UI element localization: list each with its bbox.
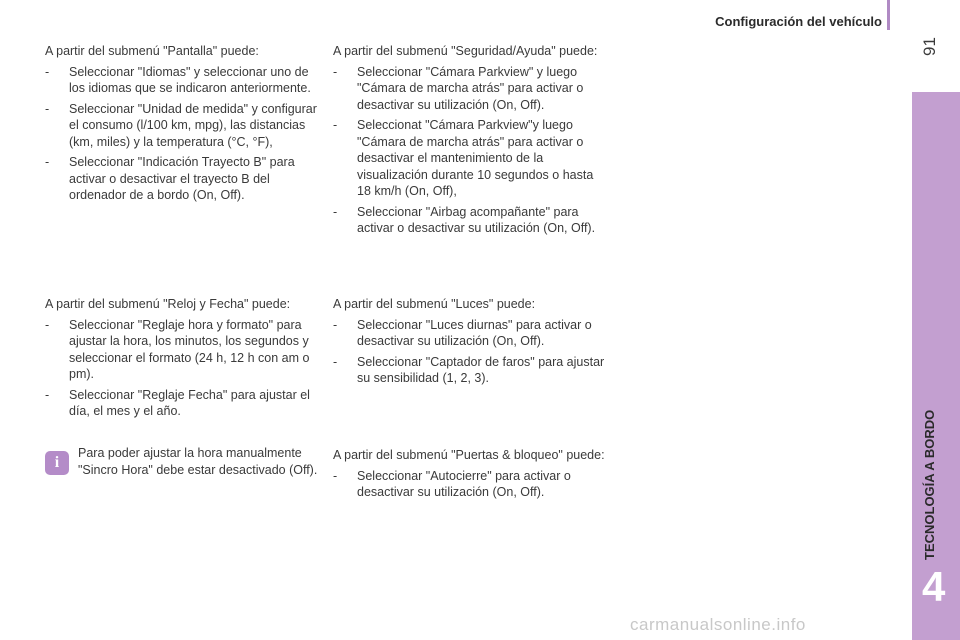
list-item: - Seleccionar "Indicación Trayecto B" para activar o desactivar el trayecto B del ordenador de a bordo (On, Off). <box>45 154 320 204</box>
item-list <box>333 317 608 387</box>
section-puertas <box>333 447 608 505</box>
list-item: - Seleccionar "Luces diurnas" para activar o desactivar su utilización (On, Off). <box>333 317 608 350</box>
section-luces <box>333 296 608 391</box>
section-intro: A partir del submenú "Reloj y Fecha" puede: <box>45 297 291 311</box>
section-intro: A partir del submenú "Luces" puede: <box>333 297 536 311</box>
chapter-number: 4 <box>922 563 946 610</box>
info-icon: i <box>45 451 69 475</box>
section-intro: A partir del submenú "Pantalla" puede: <box>45 44 259 58</box>
chapter-title: TECNOLOGÍA A BORDO <box>922 409 937 560</box>
list-item: - Seleccionar "Reglaje Fecha" para ajustar el día, el mes y el año. <box>45 387 320 420</box>
info-note: Para poder ajustar la hora manualmente "Sincro Hora" debe estar desactivado (Off). <box>78 446 318 477</box>
list-item: - Seleccionar "Airbag acompañante" para activar o desactivar su utilización (On, Off). <box>333 204 608 237</box>
list-item: - Seleccionar "Idiomas" y seleccionar uno de los idiomas que se indicaron anteriormente. <box>45 64 320 97</box>
list-item: - Seleccionar "Reglaje hora y formato" para ajustar la hora, los minutos, los segundos y seleccionar el formato (24 h, 12 h con am o pm). <box>45 317 320 383</box>
page-header-title: Configuración del vehículo <box>715 14 882 29</box>
item-list <box>45 317 320 420</box>
item-list <box>333 64 608 237</box>
section-pantalla <box>45 43 320 208</box>
section-seguridad <box>333 43 608 241</box>
list-item: - Seleccionar "Cámara Parkview" y luego "Cámara de marcha atrás" para activar o desactivar su utilización (On, Off). <box>333 64 608 114</box>
list-item: - Seleccionat "Cámara Parkview"y luego "Cámara de marcha atrás" para activar o desactivar el mantenimiento de la visualización durante 10 segundos o hasta 18 km/h (On, Off), <box>333 117 608 200</box>
header-accent-bar <box>887 0 890 30</box>
item-list <box>45 64 320 204</box>
section-intro: A partir del submenú "Puertas & bloqueo" puede: <box>333 448 605 462</box>
page-number: 91 <box>920 37 939 56</box>
item-list <box>333 468 608 501</box>
section-reloj <box>45 296 320 424</box>
section-intro: A partir del submenú "Seguridad/Ayuda" puede: <box>333 44 598 58</box>
list-item: - Seleccionar "Captador de faros" para ajustar su sensibilidad (1, 2, 3). <box>333 354 608 387</box>
watermark: carmanualsonline.info <box>630 615 806 634</box>
list-item: - Seleccionar "Unidad de medida" y configurar el consumo (l/100 km, mpg), las distancias (km, miles) y la temperatura (°C, °F), <box>45 101 320 151</box>
list-item: - Seleccionar "Autocierre" para activar o desactivar su utilización (On, Off). <box>333 468 608 501</box>
